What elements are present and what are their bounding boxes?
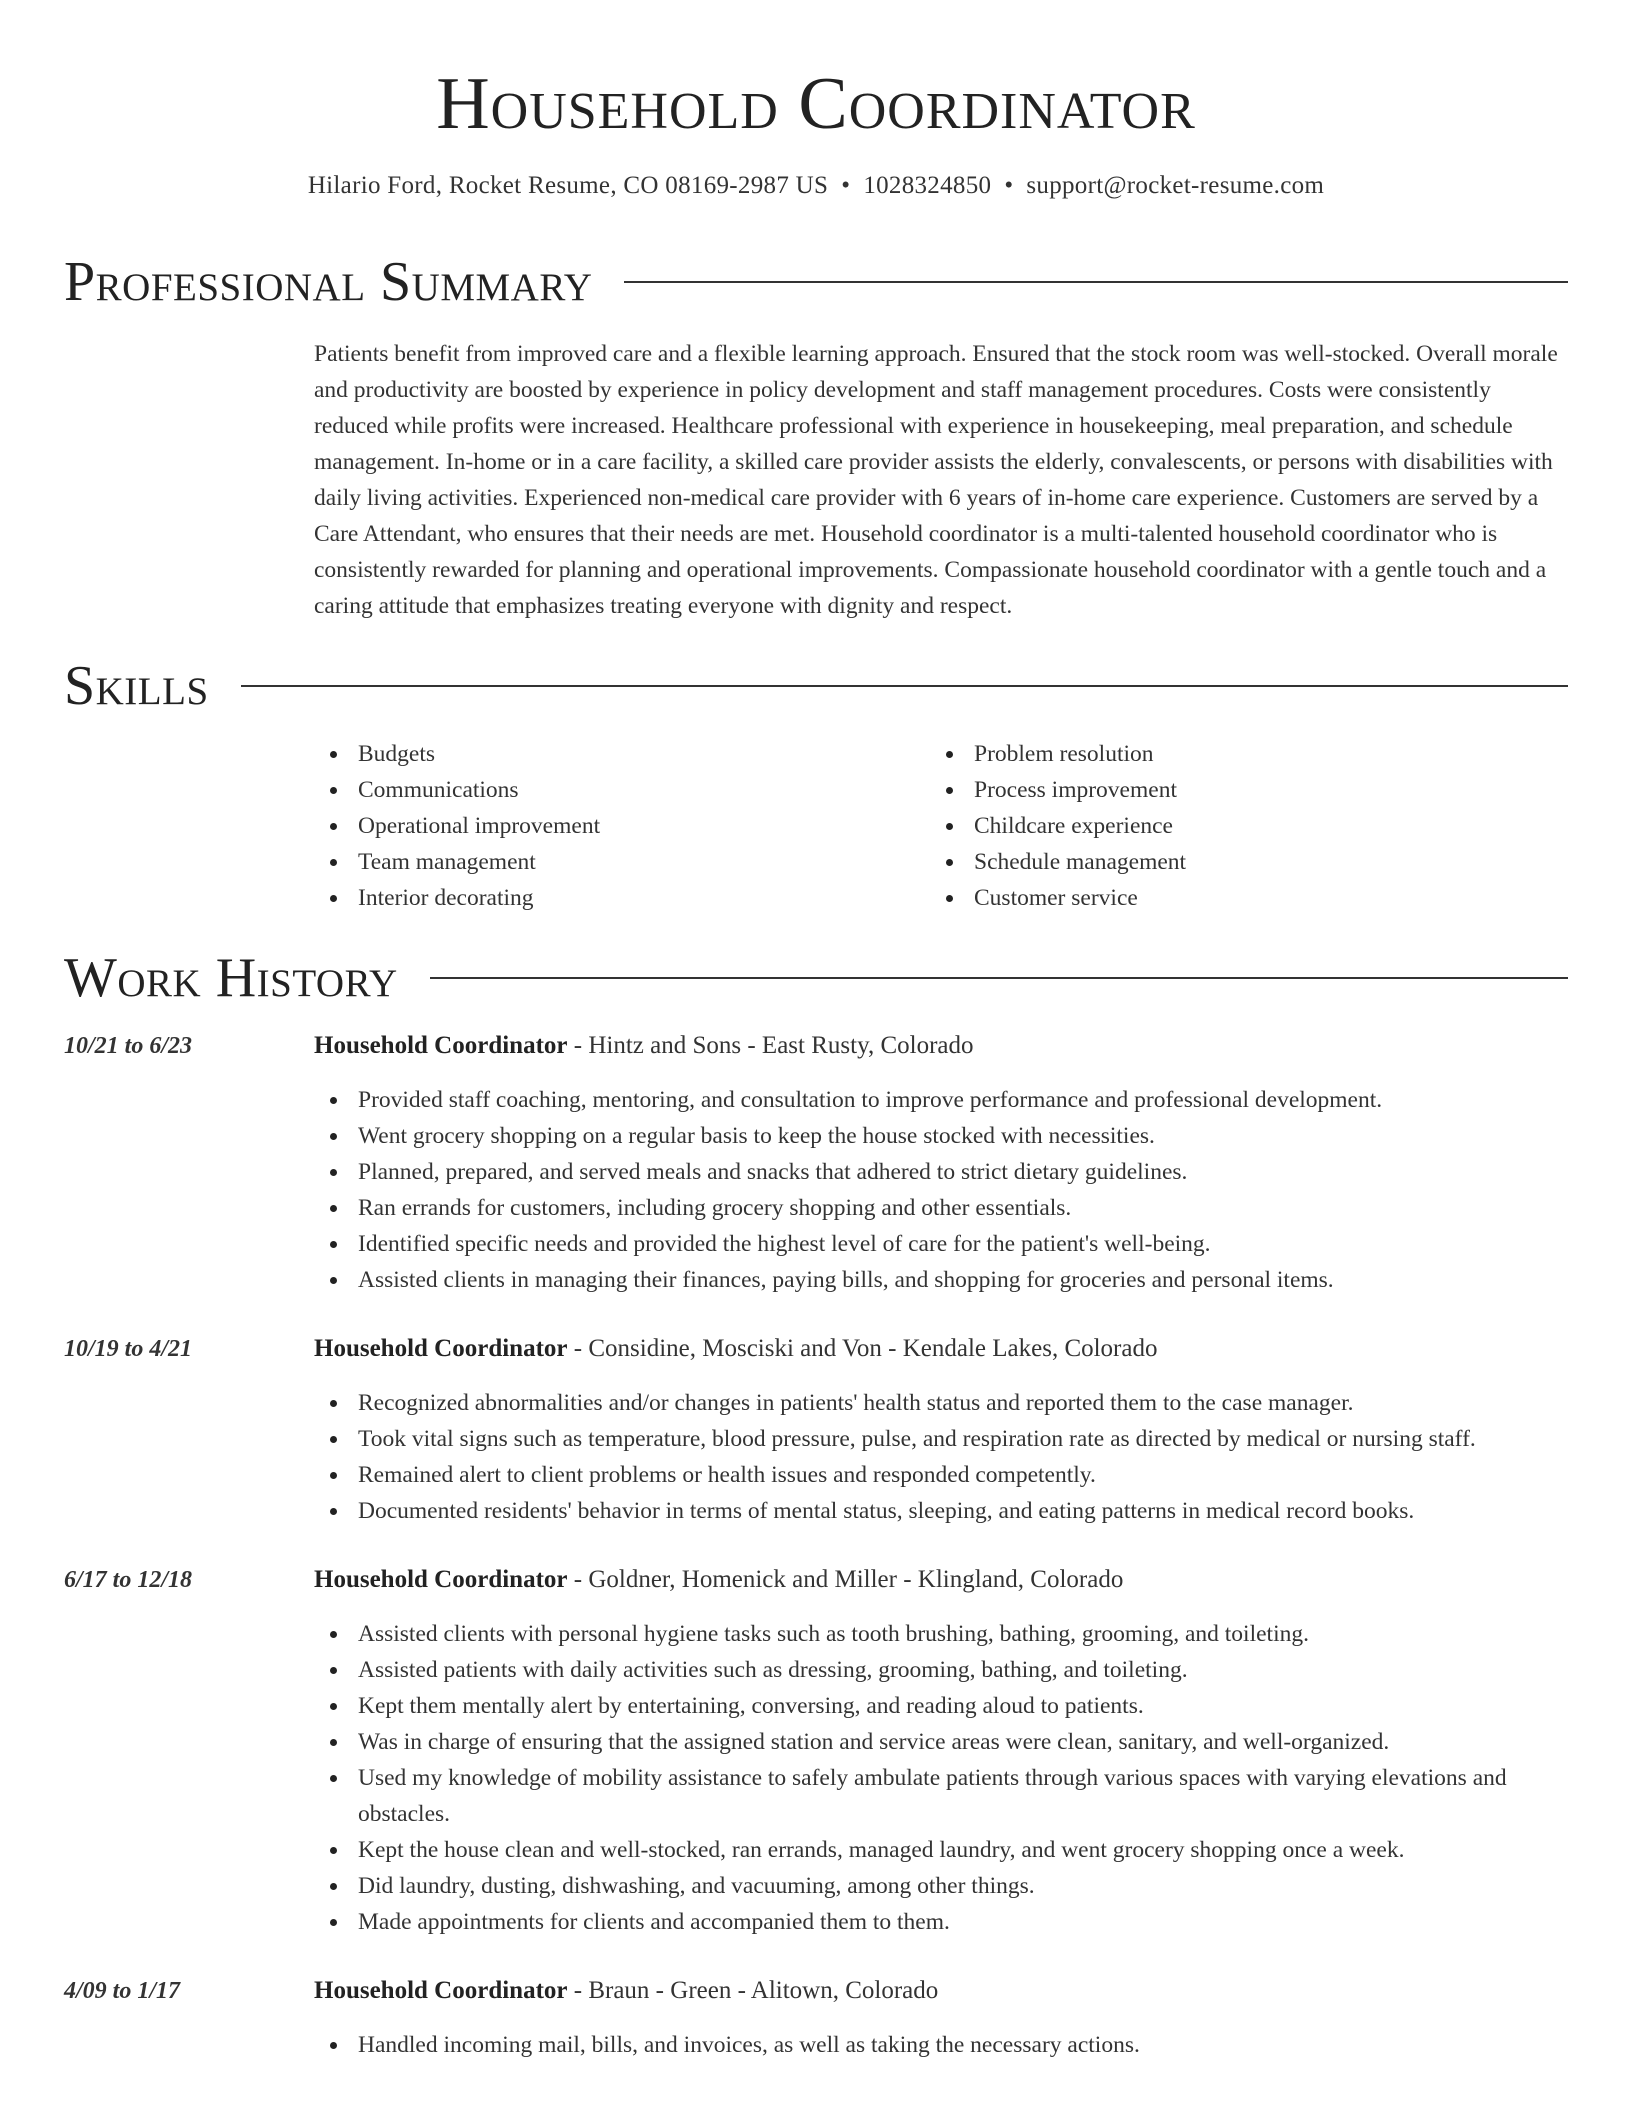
job-title-line [314,1331,1568,1367]
job-employer-location: - Hintz and Sons - East Rusty, Colorado [567,1032,974,1059]
job-employer-location: - Considine, Mosciski and Von - Kendale Lakes, Colorado [567,1335,1158,1362]
job-employer-location: - Braun - Green - Alitown, Colorado [567,1977,939,2004]
skills-list [314,736,1568,916]
contact-email: support@rocket-resume.com [1026,172,1325,199]
skills-section-heading [64,654,1568,718]
skill-item: Schedule management [930,844,1546,880]
duty-item: Recognized abnormalities and/or changes in patients' health status and reported them to the case manager. [314,1385,1568,1421]
duty-item: Identified specific needs and provided the highest level of care for the patient's well-being. [314,1226,1568,1262]
section-divider [624,281,1568,283]
duty-item: Used my knowledge of mobility assistance to safely ambulate patients through various spaces with varying elevations and obstacles. [314,1760,1568,1832]
skill-item: Operational improvement [314,808,930,844]
job-body [314,1028,1568,1298]
job-title: Household Coordinator [314,1335,568,1362]
job-title: Household Coordinator [314,1566,568,1593]
skill-item: Communications [314,772,930,808]
work-history-section-heading [64,946,1568,1010]
duty-item: Kept the house clean and well-stocked, ran errands, managed laundry, and went grocery shopping once a week. [314,1832,1568,1868]
summary-section-heading [64,250,1568,314]
job-entry [64,1973,1568,2063]
job-body [314,1562,1568,1940]
duty-item: Assisted clients in managing their finances, paying bills, and shopping for groceries and personal items. [314,1262,1568,1298]
duty-item: Made appointments for clients and accompanied them to them. [314,1904,1568,1940]
duty-item: Took vital signs such as temperature, blood pressure, pulse, and respiration rate as directed by medical or nursing staff. [314,1421,1568,1457]
contact-separator: • [841,172,851,199]
job-title-line [314,1973,1568,2009]
resume-name-title: Household Coordinator [436,63,1196,145]
skills-column-left [314,736,930,916]
duty-item: Planned, prepared, and served meals and snacks that adhered to strict dietary guidelines. [314,1154,1568,1190]
contact-address: Hilario Ford, Rocket Resume, CO 08169-2987 US [307,172,829,199]
job-title-line [314,1028,1568,1064]
contact-separator: • [1004,172,1014,199]
duty-item: Handled incoming mail, bills, and invoices, as well as taking the necessary actions. [314,2027,1568,2063]
job-duties [314,1082,1568,1298]
skills-heading-text: Skills [64,655,209,717]
job-entry [64,1562,1568,1940]
skills-column-right [930,736,1546,916]
duty-item: Went grocery shopping on a regular basis to keep the house stocked with necessities. [314,1118,1568,1154]
duty-item: Assisted clients with personal hygiene tasks such as tooth brushing, bathing, grooming, and toileting. [314,1616,1568,1652]
skill-item: Process improvement [930,772,1546,808]
job-title: Household Coordinator [314,1032,568,1059]
duty-item: Ran errands for customers, including grocery shopping and other essentials. [314,1190,1568,1226]
job-employer-location: - Goldner, Homenick and Miller - Klingland, Colorado [567,1566,1124,1593]
job-body [314,1331,1568,1529]
skill-item: Customer service [930,880,1546,916]
work-history-heading-text: Work History [64,947,398,1009]
duty-item: Provided staff coaching, mentoring, and consultation to improve performance and professional development. [314,1082,1568,1118]
skill-item: Problem resolution [930,736,1546,772]
section-divider [430,977,1568,979]
skill-item: Budgets [314,736,930,772]
job-title: Household Coordinator [314,1977,568,2004]
contact-line [64,170,1568,202]
job-entry [64,1028,1568,1298]
duty-item: Remained alert to client problems or health issues and responded competently. [314,1457,1568,1493]
duty-item: Did laundry, dusting, dishwashing, and vacuuming, among other things. [314,1868,1568,1904]
duty-item: Kept them mentally alert by entertaining, conversing, and reading aloud to patients. [314,1688,1568,1724]
job-entry [64,1331,1568,1529]
duty-item: Was in charge of ensuring that the assigned station and service areas were clean, sanitary, and well-organized. [314,1724,1568,1760]
summary-heading-text: Professional Summary [64,251,593,313]
duty-item: Assisted patients with daily activities such as dressing, grooming, bathing, and toileting. [314,1652,1568,1688]
job-duties [314,1385,1568,1529]
job-dates: 10/21 to 6/23 [64,1033,193,1059]
skill-item: Interior decorating [314,880,930,916]
job-dates: 6/17 to 12/18 [64,1567,193,1593]
contact-phone: 1028324850 [863,172,992,199]
job-duties [314,1616,1568,1940]
summary-paragraph: Patients benefit from improved care and a flexible learning approach. Ensured that the stock room was well-stocked. Overall morale and productivity are boosted by experience in policy development and staff management procedures. Costs were consistently reduced while profits were increased. Healthcare professional with experience in housekeeping, meal preparation, and schedule management. In-home or in a care facility, a skilled care provider assists the elderly, convalescents, or persons with disabilities with daily living activities. Experienced non-medical care provider with 6 years of in-home care experience. Customers are served by a Care Attendant, who ensures that their needs are met. Household coordinator is a multi-talented household coordinator who is consistently rewarded for planning and operational improvements. Compassionate household coordinator with a gentle touch and a caring attitude that emphasizes treating everyone with dignity and respect. [314,341,1558,619]
job-body [314,1973,1568,2063]
section-divider [241,685,1568,687]
duty-item: Documented residents' behavior in terms of mental status, sleeping, and eating patterns in medical record books. [314,1493,1568,1529]
job-dates: 4/09 to 1/17 [64,1978,181,2004]
skill-item: Team management [314,844,930,880]
skill-item: Childcare experience [930,808,1546,844]
resume-page [64,0,1568,2063]
job-duties [314,2027,1568,2063]
job-dates: 10/19 to 4/21 [64,1336,193,1362]
job-title-line [314,1562,1568,1598]
